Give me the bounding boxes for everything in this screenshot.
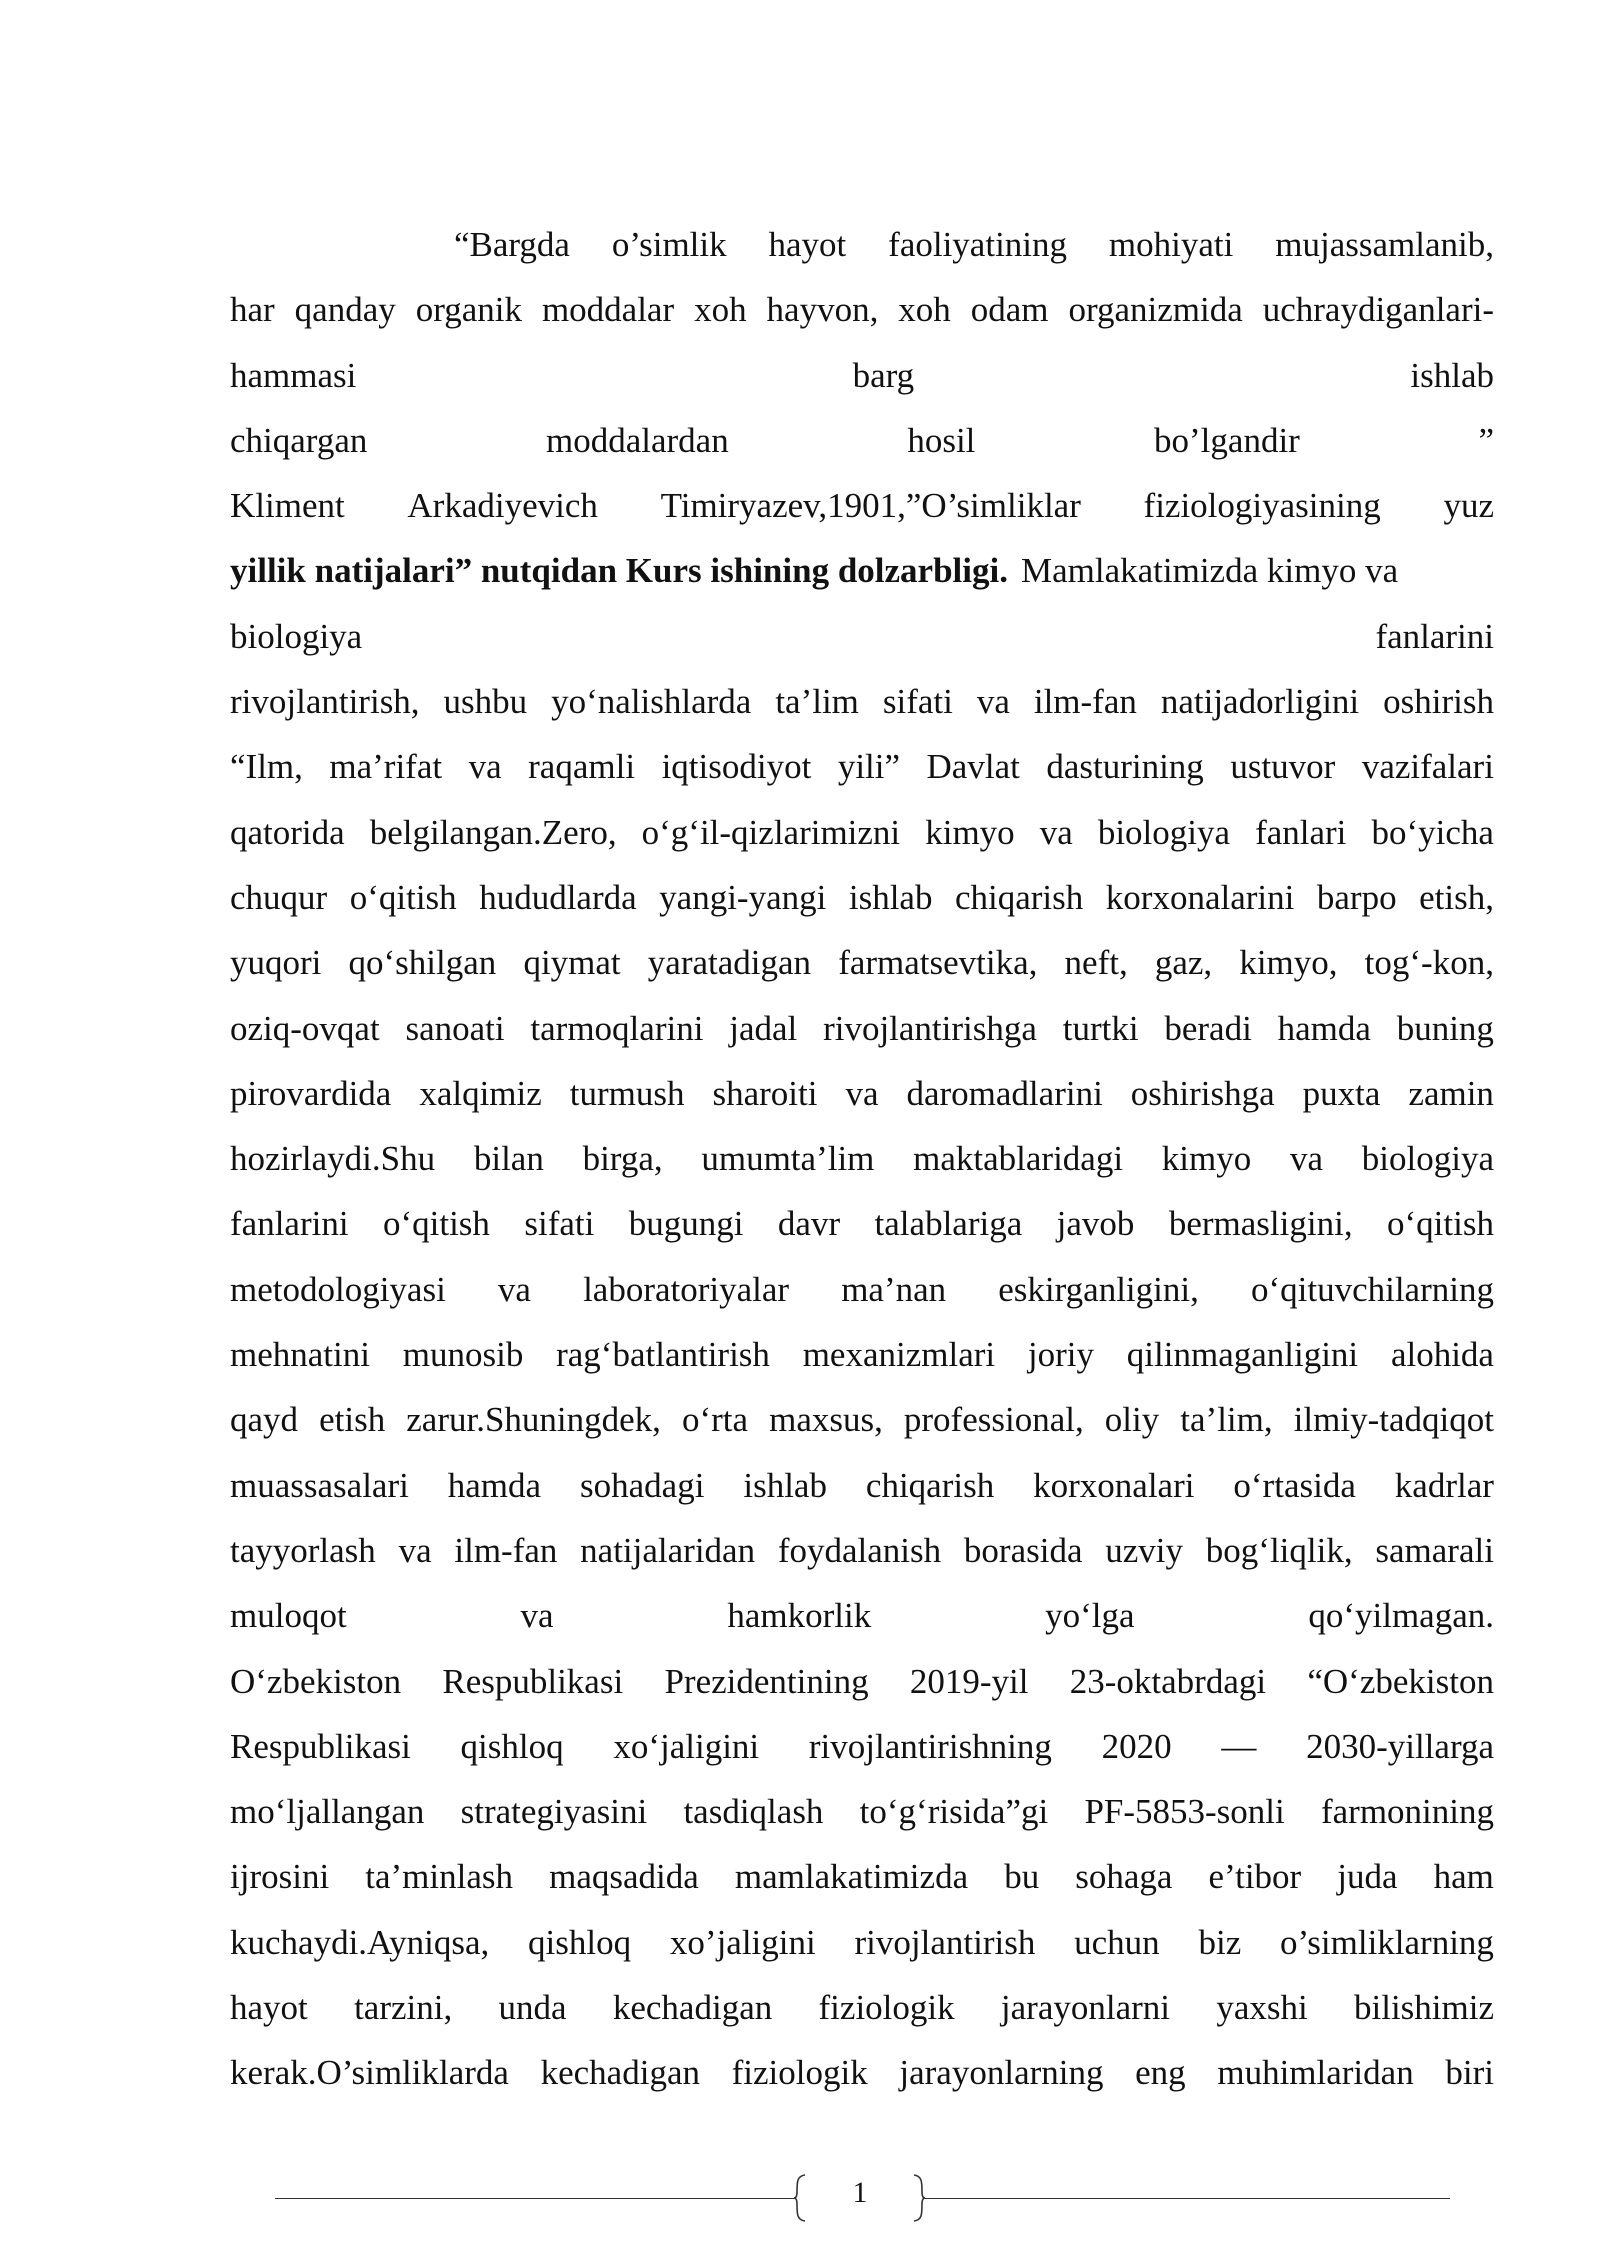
text-line xyxy=(230,1191,1494,1256)
word: xoh xyxy=(898,290,951,330)
word: faoliyatining xyxy=(888,225,1068,264)
word: bilan xyxy=(473,1139,544,1179)
word: hozirlaydi.Shu xyxy=(230,1139,436,1179)
word: Kliment xyxy=(230,486,345,526)
word: rivojlantirishning xyxy=(808,1726,1052,1766)
word: kimyo xyxy=(925,812,1015,852)
text-line xyxy=(230,538,1494,603)
word: sifati xyxy=(524,1204,595,1244)
word: oshirishga xyxy=(1130,1073,1275,1113)
word: raqamli xyxy=(528,747,636,787)
word: qiymat xyxy=(523,943,621,983)
word: sanoati xyxy=(405,1008,505,1048)
word: uchraydiganlari- xyxy=(1262,290,1494,330)
word: tarzini, xyxy=(354,1988,453,2028)
word: ushbu xyxy=(443,682,528,722)
word: ustuvor xyxy=(1230,747,1336,787)
word: fanlarini xyxy=(230,1204,349,1244)
word: yuz xyxy=(1443,486,1494,526)
word: Respublikasi xyxy=(442,1661,624,1701)
word: va xyxy=(520,1596,554,1636)
word: ilm-fan xyxy=(1033,682,1137,722)
text-line xyxy=(230,2040,1494,2105)
text-line xyxy=(230,1453,1494,1518)
word: chiqarish xyxy=(865,1465,995,1505)
word: samarali xyxy=(1375,1530,1494,1570)
text-line xyxy=(230,930,1494,995)
word: ilm-fan xyxy=(454,1530,558,1570)
word: maktablaridagi xyxy=(913,1139,1124,1179)
word: mamlakatimizda xyxy=(734,1857,969,1897)
word: xoh xyxy=(694,290,747,330)
word: muassasalari xyxy=(230,1465,409,1505)
word: turtki xyxy=(1062,1008,1139,1048)
word: kuchaydi.Ayniqsa, xyxy=(230,1922,490,1962)
word: qishloq xyxy=(528,1922,632,1962)
word: qo‘shilgan xyxy=(348,943,497,983)
word: hayot xyxy=(768,225,847,264)
word: bilishimiz xyxy=(1354,1988,1494,2028)
word: natijalaridan xyxy=(580,1530,756,1570)
word: organizmida xyxy=(1068,290,1243,330)
word: o‘g‘il-qizlarimizni xyxy=(641,812,901,852)
word: kimyo, xyxy=(1239,943,1338,983)
word: va xyxy=(976,682,1010,722)
word: natijadorligini xyxy=(1160,682,1360,722)
footer-rule-left xyxy=(275,2198,795,2199)
word: ta’lim, xyxy=(1180,1400,1273,1440)
word: mehnatini xyxy=(230,1335,370,1375)
word: yaratadigan xyxy=(647,943,812,983)
word: maxsus, xyxy=(769,1400,883,1440)
word: sohadagi xyxy=(580,1465,705,1505)
word: rivojlantirish xyxy=(854,1922,1036,1962)
word: jarayonlarning xyxy=(899,2053,1104,2093)
word: Davlat xyxy=(926,747,1020,787)
word: metodologiyasi xyxy=(230,1269,446,1309)
word: dasturining xyxy=(1046,747,1204,787)
word: mujassamlanib, xyxy=(1275,225,1494,264)
word: rivojlantirish, xyxy=(230,682,420,722)
word: mexanizmlari xyxy=(802,1335,996,1375)
word: o‘qitish xyxy=(1387,1204,1494,1244)
word: biologiya xyxy=(1361,1139,1494,1179)
word: xo‘jaligini xyxy=(613,1726,760,1766)
word: yo‘nalishlarda xyxy=(551,682,752,722)
word: yangi-yangi xyxy=(659,877,827,917)
bold-heading-text: yillik natijalari” nutqidan Kurs ishining dolzarbligi. xyxy=(230,551,1008,591)
word: Arkadiyevich xyxy=(407,486,598,526)
word: 2020 xyxy=(1101,1726,1172,1766)
word: organik xyxy=(415,290,522,330)
word: qanday xyxy=(294,290,396,330)
word: eng xyxy=(1135,2053,1186,2093)
word: uchun xyxy=(1074,1922,1160,1962)
word: muhimlaridan xyxy=(1217,2053,1414,2093)
word: sohaga xyxy=(1075,1857,1173,1897)
word: tasdiqlash xyxy=(683,1792,824,1832)
page-footer xyxy=(0,2150,1600,2230)
body-text xyxy=(230,212,1494,2106)
word: hayot xyxy=(230,1988,308,2028)
word: etish xyxy=(319,1400,386,1440)
word: har xyxy=(230,290,275,330)
word: iqtisodiyot xyxy=(661,747,812,787)
word: tarmoqlarini xyxy=(530,1008,704,1048)
word: bog‘liqlik, xyxy=(1205,1530,1353,1570)
word: qatorida xyxy=(230,812,345,852)
word: Timiryazev,1901,”O’simliklar xyxy=(660,486,1081,526)
text-line xyxy=(230,1518,1494,1583)
word: neft, xyxy=(1064,943,1128,983)
word: ishlab xyxy=(848,877,933,917)
text-line xyxy=(230,734,1494,799)
word: odam xyxy=(970,290,1049,330)
text-line xyxy=(230,1910,1494,1975)
word: Respublikasi xyxy=(230,1726,411,1766)
word: qilinmaganligini xyxy=(1126,1335,1359,1375)
word: va xyxy=(845,1073,879,1113)
word: muloqot xyxy=(230,1596,347,1636)
word: alohida xyxy=(1390,1335,1494,1375)
word: qo‘yilmagan. xyxy=(1308,1596,1494,1636)
word: ishlab xyxy=(743,1465,827,1505)
word: fiziologiyasining xyxy=(1143,486,1381,526)
text-line xyxy=(230,865,1494,930)
word: kechadigan xyxy=(540,2053,700,2093)
word: sharoiti xyxy=(712,1073,818,1113)
word: O‘zbekiston xyxy=(230,1661,402,1701)
word: umumta’lim xyxy=(701,1139,875,1179)
text-line xyxy=(230,1126,1494,1191)
word: ham xyxy=(1433,1857,1494,1897)
word: eskirganligini, xyxy=(998,1269,1199,1309)
word: ma’nan xyxy=(841,1269,947,1309)
word: biz xyxy=(1198,1922,1242,1962)
word: bu xyxy=(1004,1857,1040,1897)
word: chuqur xyxy=(230,877,328,917)
word: daromadlarini xyxy=(906,1073,1103,1113)
word: — xyxy=(1221,1726,1257,1766)
word: jadal xyxy=(729,1008,798,1048)
word: juda xyxy=(1337,1857,1398,1897)
word: hududlarda xyxy=(479,877,637,917)
word: e’tibor xyxy=(1208,1857,1302,1897)
word: xo’jaligini xyxy=(669,1922,816,1962)
word: rivojlantirishga xyxy=(823,1008,1037,1048)
word: professional, xyxy=(903,1400,1084,1440)
word: ta’lim xyxy=(775,682,859,722)
word: fiziologik xyxy=(731,2053,868,2093)
word: yaxshi xyxy=(1216,1988,1308,2028)
word: gaz, xyxy=(1154,943,1213,983)
word: oliy xyxy=(1104,1400,1160,1440)
word: qayd xyxy=(230,1400,299,1440)
word: jarayonlarni xyxy=(1000,1988,1171,2028)
word: bo‘yicha xyxy=(1371,812,1494,852)
word: foydalanish xyxy=(777,1530,942,1570)
word: va xyxy=(398,1530,432,1570)
word: strategiyasini xyxy=(460,1792,648,1832)
word: beradi xyxy=(1164,1008,1252,1048)
word: korxonalari xyxy=(1033,1465,1195,1505)
word: rag‘batlantirish xyxy=(556,1335,770,1375)
word: ma’rifat xyxy=(329,747,443,787)
word: mo‘ljallangan xyxy=(230,1792,425,1832)
text-line xyxy=(230,1387,1494,1452)
word: bermasligini, xyxy=(1168,1204,1353,1244)
word: farmonining xyxy=(1320,1792,1494,1832)
text-line xyxy=(230,473,1494,538)
word: kadrlar xyxy=(1394,1465,1494,1505)
word: moddalar xyxy=(541,290,675,330)
text-line xyxy=(230,1714,1494,1779)
word: “Ilm, xyxy=(230,747,303,787)
text-line xyxy=(230,212,1494,277)
word: va xyxy=(468,747,502,787)
word: Prezidentining xyxy=(664,1661,869,1701)
word: kimyo xyxy=(1161,1139,1252,1179)
word: puxta xyxy=(1302,1073,1381,1113)
word: yili” xyxy=(837,747,901,787)
footer-bracket-left xyxy=(793,2174,807,2222)
word: fanlari xyxy=(1255,812,1347,852)
word: chiqarish xyxy=(954,877,1084,917)
word: unda xyxy=(498,1988,567,2028)
word: biologiya xyxy=(230,616,363,656)
word: yo‘lga xyxy=(1045,1596,1135,1636)
word: 2030-yillarga xyxy=(1306,1726,1494,1766)
word: o‘qitish xyxy=(382,1204,490,1244)
footer-bracket-right xyxy=(912,2174,926,2222)
word: hammasi xyxy=(230,355,357,395)
word: hamkorlik xyxy=(727,1596,872,1636)
word: ijrosini xyxy=(230,1857,330,1897)
word: o‘qituvchilarning xyxy=(1250,1269,1494,1309)
word: “Bargda xyxy=(454,225,570,264)
word: va xyxy=(497,1269,531,1309)
word: ilmiy-tadqiqot xyxy=(1293,1400,1494,1440)
word: joriy xyxy=(1027,1335,1095,1375)
word: “O‘zbekiston xyxy=(1307,1661,1494,1701)
word: o‘qitish xyxy=(349,877,457,917)
word: borasida xyxy=(963,1530,1083,1570)
word: kerak.O’simliklarda xyxy=(230,2053,509,2093)
word: ishlab xyxy=(1410,355,1494,395)
word: vazifalari xyxy=(1361,747,1494,787)
word: ” xyxy=(1478,420,1494,460)
word: biri xyxy=(1445,2053,1494,2093)
word: belgilangan.Zero, xyxy=(369,812,617,852)
word: tog‘-kon, xyxy=(1364,943,1494,983)
word: fiziologik xyxy=(818,1988,955,2028)
word: hayvon, xyxy=(766,290,879,330)
word: fanlarini xyxy=(1375,616,1494,656)
text-line xyxy=(230,604,1494,669)
word: hamda xyxy=(1277,1008,1371,1048)
word: va xyxy=(1039,812,1073,852)
word: buning xyxy=(1396,1008,1494,1048)
word: o‘rtasida xyxy=(1233,1465,1356,1505)
word: talablariga xyxy=(874,1204,1023,1244)
word: o’simliklarning xyxy=(1280,1922,1494,1962)
word-run: Mamlakatimizda kimyo va xyxy=(1020,551,1399,591)
text-line xyxy=(230,996,1494,1061)
text-line xyxy=(230,1061,1494,1126)
word: qishloq xyxy=(460,1726,564,1766)
word: birga, xyxy=(582,1139,663,1179)
word: oziq-ovqat xyxy=(230,1008,380,1048)
word: pirovardida xyxy=(230,1073,392,1113)
text-line xyxy=(230,408,1494,473)
word: PF-5853-sonli xyxy=(1084,1792,1285,1832)
word: korxonalarini xyxy=(1105,877,1295,917)
word: to‘g‘risida”gi xyxy=(859,1792,1049,1832)
word: turmush xyxy=(569,1073,685,1113)
word: tayyorlash xyxy=(230,1530,376,1570)
word: ta’minlash xyxy=(365,1857,514,1897)
word: maqsadida xyxy=(549,1857,699,1897)
text-line xyxy=(230,277,1494,342)
word: laboratoriyalar xyxy=(583,1269,790,1309)
text-line xyxy=(230,1257,1494,1322)
word: moddalardan xyxy=(545,420,729,460)
word: 2019-yil xyxy=(909,1661,1029,1701)
word: biologiya xyxy=(1097,812,1231,852)
word: davr xyxy=(777,1204,841,1244)
text-line xyxy=(230,669,1494,734)
word: xalqimiz xyxy=(419,1073,542,1113)
word: va xyxy=(1289,1139,1324,1179)
text-line xyxy=(230,1975,1494,2040)
word: munosib xyxy=(402,1335,524,1375)
word: chiqargan xyxy=(230,420,368,460)
word: hamda xyxy=(447,1465,542,1505)
word: zamin xyxy=(1408,1073,1494,1113)
word: 23-oktabrdagi xyxy=(1069,1661,1267,1701)
word: kechadigan xyxy=(612,1988,773,2028)
word: oshirish xyxy=(1383,682,1494,722)
word: barg xyxy=(852,355,915,395)
word: uzviy xyxy=(1105,1530,1184,1570)
word: bo’lgandir xyxy=(1154,420,1300,460)
text-line xyxy=(230,1322,1494,1387)
word: bugungi xyxy=(628,1204,744,1244)
word: mohiyati xyxy=(1108,225,1234,264)
page-number: 1 xyxy=(852,2176,868,2209)
word: o’simlik xyxy=(611,225,727,264)
word: etish, xyxy=(1419,877,1494,917)
text-line xyxy=(230,343,1494,408)
word: yuqori xyxy=(230,943,322,983)
word: zarur.Shuningdek, xyxy=(406,1400,661,1440)
word: barpo xyxy=(1316,877,1397,917)
text-line xyxy=(230,1583,1494,1648)
text-line xyxy=(230,1649,1494,1714)
footer-rule-right xyxy=(925,2198,1450,2199)
text-line xyxy=(230,1779,1494,1844)
text-line xyxy=(230,1844,1494,1909)
word: o‘rta xyxy=(681,1400,749,1440)
text-line xyxy=(230,800,1494,865)
word: sifati xyxy=(882,682,953,722)
word: javob xyxy=(1056,1204,1135,1244)
word: hosil xyxy=(907,420,976,460)
word: farmatsevtika, xyxy=(838,943,1038,983)
